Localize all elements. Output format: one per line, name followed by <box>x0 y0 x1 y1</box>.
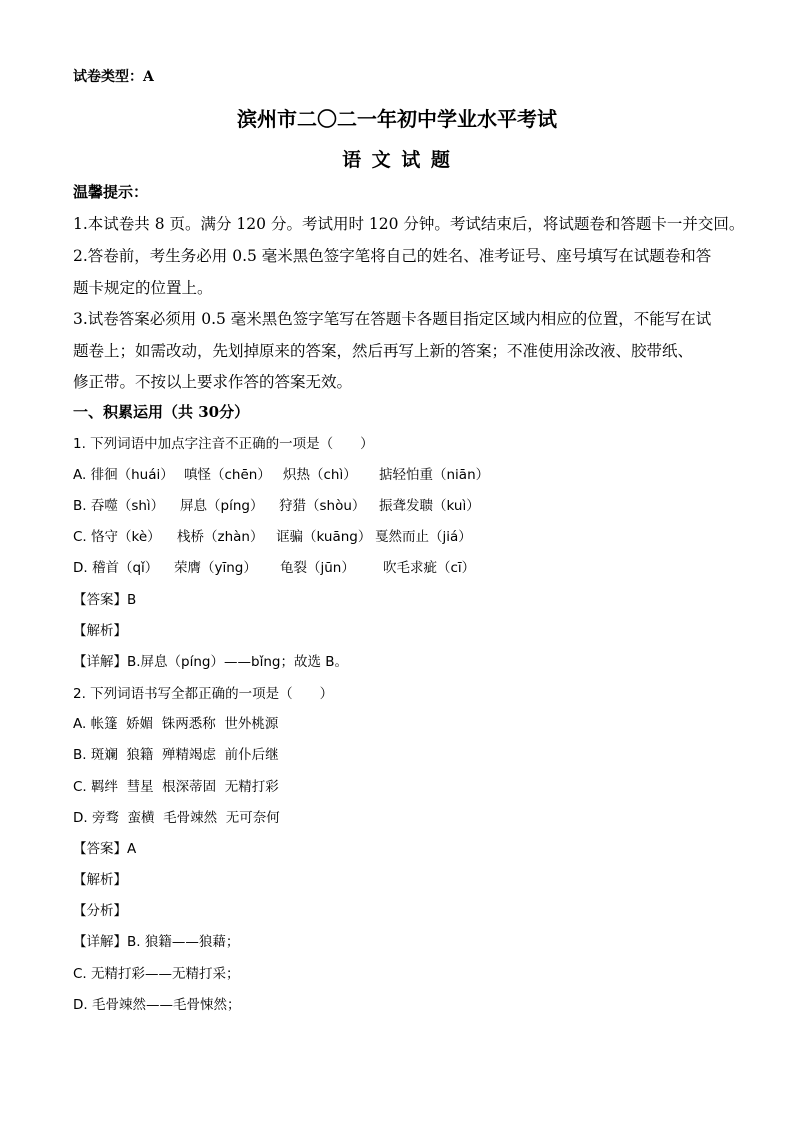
question-2-option-d: D. 旁骛 蛮横 毛骨竦然 无可奈何 <box>73 810 280 826</box>
question-2-fenxi-tag: 【分析】 <box>73 903 127 919</box>
question-2-detail: 【详解】B. 狼籍——狼藉； <box>73 934 240 950</box>
question-2-analysis-tag: 【解析】 <box>73 872 127 888</box>
tip-line: 1.本试卷共 8 页。满分 120 分。考试用时 120 分钟。考试结束后，将试题卷和答题卡一并交回。 <box>73 215 745 233</box>
question-1-answer: 【答案】B <box>73 592 137 608</box>
tip-line: 题卷上；如需改动，先划掉原来的答案，然后再写上新的答案；不准使用涂改液、胶带纸、 <box>73 342 694 360</box>
exam-title: 滨州市二〇二一年初中学业水平考试 <box>237 107 557 131</box>
section-heading: 一、积累运用（共 30分） <box>73 403 250 421</box>
paper-type: 试卷类型：A <box>73 69 154 85</box>
question-1-analysis-tag: 【解析】 <box>73 623 127 639</box>
tip-line: 2.答卷前，考生务必用 0.5 毫米黑色签字笔将自己的姓名、准考证号、座号填写在试题卷和答 <box>73 247 712 265</box>
question-1-option-d: D. 稽首（qǐ） 荣膺（yīng） 龟裂（jūn） 吹毛求疵（cī） <box>73 560 476 576</box>
question-2-option-b: B. 斑斓 狼籍 殚精竭虑 前仆后继 <box>73 747 279 763</box>
tip-line: 3.试卷答案必须用 0.5 毫米黑色签字笔写在答题卡各题目指定区域内相应的位置，不能写在试 <box>73 310 712 328</box>
tip-line: 题卡规定的位置上。 <box>73 279 213 297</box>
question-2-answer: 【答案】A <box>73 841 137 857</box>
exam-subject: 语 文 试 题 <box>342 149 452 171</box>
question-2-detail: C. 无精打彩——无精打采； <box>73 966 240 982</box>
question-1-detail: 【详解】B.屏息（píng）——bǐng；故选 B。 <box>73 654 348 670</box>
question-2-option-c: C. 羁绊 彗星 根深蒂固 无精打彩 <box>73 779 279 795</box>
question-2-stem: 2. 下列词语书写全都正确的一项是（ ） <box>73 686 334 702</box>
question-2-detail: D. 毛骨竦然——毛骨悚然； <box>73 997 241 1013</box>
question-1-option-c: C. 恪守（kè） 栈桥（zhàn） 诓骗（kuāng） 戛然而止（jiá） <box>73 529 472 545</box>
question-1-option-a: A. 徘徊（huái） 嗔怪（chēn） 炽热（chì） 掂轻怕重（niān） <box>73 467 490 483</box>
tip-line: 修正带。不按以上要求作答的答案无效。 <box>73 373 353 391</box>
question-1-stem: 1. 下列词语中加点字注音不正确的一项是（ ） <box>73 436 374 452</box>
question-1-option-b: B. 吞噬（shì） 屏息（píng） 狩猎（shòu） 振聋发聩（kuì） <box>73 498 480 514</box>
question-2-option-a: A. 帐篷 娇媚 铢两悉称 世外桃源 <box>73 716 279 732</box>
tips-heading: 温馨提示： <box>73 183 149 201</box>
